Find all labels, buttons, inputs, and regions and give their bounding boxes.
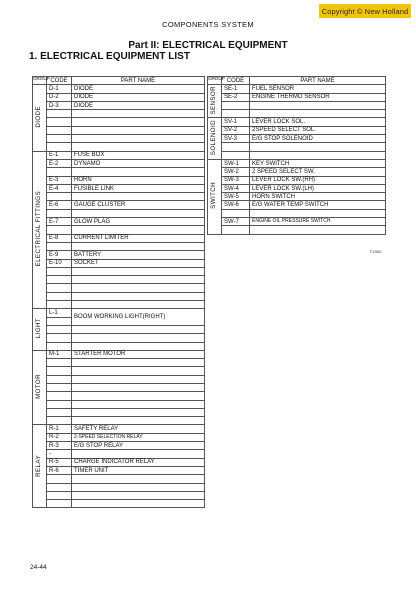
table-row xyxy=(33,408,205,416)
code-cell: R-5 xyxy=(47,458,72,466)
part-name-cell xyxy=(72,491,205,499)
table-row xyxy=(208,176,386,184)
part-name-cell: BATTERY xyxy=(72,251,205,259)
table-row xyxy=(33,118,205,126)
code-cell: E-4 xyxy=(47,184,72,192)
code-cell xyxy=(47,475,72,483)
part-name-cell xyxy=(72,392,205,400)
code-cell: SW-3 xyxy=(222,176,250,184)
table-row xyxy=(33,500,205,508)
code-cell xyxy=(47,209,72,217)
part-name-cell xyxy=(72,334,205,342)
table-row xyxy=(33,168,205,176)
part-name-cell: CHARGE INDICATOR RELAY xyxy=(72,458,205,466)
part-name-cell xyxy=(72,301,205,309)
group-label xyxy=(208,159,222,234)
code-cell: SW-4 xyxy=(222,184,250,192)
table-row xyxy=(208,209,386,217)
code-cell xyxy=(47,491,72,499)
group-label xyxy=(33,309,47,350)
code-cell xyxy=(222,209,250,217)
right-parts-table xyxy=(207,76,386,235)
table-row xyxy=(33,151,205,159)
code-cell xyxy=(222,101,250,109)
code-cell xyxy=(222,110,250,118)
table-row xyxy=(33,466,205,474)
code-cell xyxy=(47,342,72,350)
part-name-cell: 2SPEED SELECT SOL. xyxy=(250,126,386,134)
part-name-cell xyxy=(250,151,386,159)
table-row xyxy=(33,309,205,317)
code-cell: R-3 xyxy=(47,442,72,450)
group-label-text: SWITCH xyxy=(210,182,218,210)
table-row xyxy=(33,110,205,118)
part-name-cell xyxy=(72,209,205,217)
part-name-cell: FUSE BOX xyxy=(72,151,205,159)
table-row xyxy=(33,126,205,134)
header-title: COMPONENTS SYSTEM xyxy=(162,20,254,29)
part-name-cell: E/G WATER TEMP SWITCH xyxy=(250,201,386,209)
group-label xyxy=(208,118,222,159)
table-row xyxy=(33,284,205,292)
group-label xyxy=(208,85,222,118)
table-row xyxy=(33,259,205,267)
code-cell xyxy=(47,292,72,300)
part-name-cell xyxy=(72,359,205,367)
table-row xyxy=(33,159,205,167)
code-cell xyxy=(47,367,72,375)
code-cell: D-1 xyxy=(47,85,72,93)
code-cell xyxy=(47,118,72,126)
code-cell xyxy=(47,126,72,134)
code-cell: SV-3 xyxy=(222,135,250,143)
code-cell xyxy=(47,110,72,118)
table-row xyxy=(33,334,205,342)
part-name-cell: DIODE xyxy=(72,101,205,109)
code-cell: E-1 xyxy=(47,151,72,159)
part-name-cell xyxy=(72,483,205,491)
part-name-cell xyxy=(72,342,205,350)
code-cell xyxy=(47,392,72,400)
part-name-cell xyxy=(72,367,205,375)
code-cell xyxy=(47,408,72,416)
table-row xyxy=(33,367,205,375)
table-row xyxy=(33,267,205,275)
part-name-cell xyxy=(72,143,205,151)
figure-code: F22861 xyxy=(370,250,382,254)
code-cell xyxy=(47,325,72,333)
code-cell: E-8 xyxy=(47,234,72,242)
part-name-cell xyxy=(250,226,386,234)
table-row xyxy=(33,425,205,433)
table-row xyxy=(208,168,386,176)
table-row xyxy=(33,483,205,491)
table-row xyxy=(33,442,205,450)
part-name-cell: DIODE xyxy=(72,85,205,93)
code-cell xyxy=(47,483,72,491)
part-name-cell: LEVER LOCK SW.(LH) xyxy=(250,184,386,192)
part-name-cell xyxy=(72,168,205,176)
table-row xyxy=(33,218,205,226)
part-name-cell xyxy=(72,383,205,391)
table-row xyxy=(33,276,205,284)
code-cell xyxy=(222,151,250,159)
table-row xyxy=(33,226,205,234)
table-row xyxy=(208,193,386,201)
table-row xyxy=(33,491,205,499)
table-row xyxy=(33,85,205,93)
table-row xyxy=(33,383,205,391)
table-row xyxy=(33,101,205,109)
group-label-text: SOLENOID xyxy=(210,120,218,156)
part-name-cell: LEVER LOCK SOL. xyxy=(250,118,386,126)
code-column-header: CODE xyxy=(222,77,250,85)
table-row xyxy=(33,458,205,466)
part-name-cell xyxy=(72,400,205,408)
table-row xyxy=(208,159,386,167)
table-row xyxy=(208,126,386,134)
code-cell xyxy=(47,226,72,234)
table-row xyxy=(33,350,205,358)
part-name-cell xyxy=(72,292,205,300)
code-cell: E-3 xyxy=(47,176,72,184)
part-name-cell: E/G STOP SOLENOID xyxy=(250,135,386,143)
table-row xyxy=(33,292,205,300)
table-row xyxy=(33,251,205,259)
code-cell: SV-2 xyxy=(222,126,250,134)
table-row xyxy=(33,184,205,192)
group-label xyxy=(33,151,47,309)
part-name-cell: CURRENT LIMITER xyxy=(72,234,205,242)
code-cell: E-9 xyxy=(47,251,72,259)
code-cell: SW-2 xyxy=(222,168,250,176)
part-name-cell: ENGINE OIL PRESSURE SWITCH xyxy=(250,218,386,226)
part-name-cell: GAUGE CLUSTER xyxy=(72,201,205,209)
part-name-cell xyxy=(72,284,205,292)
group-label-text: LIGHT xyxy=(35,318,43,339)
code-cell xyxy=(47,400,72,408)
code-cell xyxy=(47,284,72,292)
code-cell: SW-5 xyxy=(222,193,250,201)
part-name-cell: 2 SPEED SELECT SW. xyxy=(250,168,386,176)
code-cell xyxy=(47,375,72,383)
part-name-cell xyxy=(250,110,386,118)
part-name-cell: HORN xyxy=(72,176,205,184)
part-name-cell: SAFETY RELAY xyxy=(72,425,205,433)
code-cell xyxy=(47,276,72,284)
code-column-header: CODE xyxy=(47,77,72,85)
table-row xyxy=(33,400,205,408)
part-name-cell: KEY SWITCH xyxy=(250,159,386,167)
code-cell xyxy=(47,383,72,391)
code-cell: R-2 xyxy=(47,433,72,441)
code-cell: R-1 xyxy=(47,425,72,433)
table-row xyxy=(33,193,205,201)
code-cell: SE-1 xyxy=(222,85,250,93)
table-row xyxy=(208,85,386,93)
table-row xyxy=(33,375,205,383)
part-name-cell xyxy=(72,193,205,201)
part-name-cell: TIMER UNIT xyxy=(72,466,205,474)
part-name-cell xyxy=(72,408,205,416)
code-cell: SE-2 xyxy=(222,93,250,101)
part-name-cell: HORN SWITCH xyxy=(250,193,386,201)
part-title: Part II: ELECTRICAL EQUIPMENT xyxy=(128,40,288,51)
table-row xyxy=(33,433,205,441)
name-column-header: PART NAME xyxy=(250,77,386,85)
code-cell: SV-1 xyxy=(222,118,250,126)
part-name-cell xyxy=(72,267,205,275)
part-name-cell xyxy=(72,126,205,134)
part-name-cell xyxy=(72,226,205,234)
code-cell: E-7 xyxy=(47,218,72,226)
table-row xyxy=(33,234,205,242)
part-name-cell xyxy=(250,101,386,109)
group-label xyxy=(33,85,47,151)
code-cell: E-2 xyxy=(47,159,72,167)
part-name-cell: DYNAMO xyxy=(72,159,205,167)
code-cell xyxy=(47,135,72,143)
table-row xyxy=(33,201,205,209)
code-cell xyxy=(222,143,250,151)
code-cell: - xyxy=(47,450,72,458)
table-row xyxy=(33,450,205,458)
part-name-cell: STARTER MOTOR xyxy=(72,350,205,358)
part-name-cell: SOCKET xyxy=(72,259,205,267)
table-row xyxy=(33,392,205,400)
code-cell: SW-6 xyxy=(222,201,250,209)
table-row xyxy=(208,101,386,109)
table-row xyxy=(33,359,205,367)
table-row xyxy=(33,135,205,143)
code-cell: SW-7 xyxy=(222,218,250,226)
code-cell xyxy=(47,193,72,201)
table-row xyxy=(33,342,205,350)
code-cell xyxy=(47,168,72,176)
part-name-cell: DIODE xyxy=(72,93,205,101)
part-name-cell: ENGINE THERMO SENSOR xyxy=(250,93,386,101)
table-header-row xyxy=(208,77,386,85)
part-name-cell xyxy=(72,118,205,126)
table-row xyxy=(208,118,386,126)
table-row xyxy=(33,143,205,151)
part-name-cell xyxy=(72,276,205,284)
group-label-text: DIODE xyxy=(35,106,43,128)
code-cell xyxy=(47,317,72,325)
table-row xyxy=(33,475,205,483)
group-column-header: GROUP xyxy=(208,77,222,85)
part-name-cell: GLOW PLAG xyxy=(72,218,205,226)
code-cell: E-6 xyxy=(47,201,72,209)
part-name-cell: FUEL SENSOR xyxy=(250,85,386,93)
name-column-header: PART NAME xyxy=(72,77,205,85)
group-column-header: GROUP xyxy=(33,77,47,85)
part-name-cell: FUSIBLE LINK xyxy=(72,184,205,192)
part-name-cell xyxy=(250,143,386,151)
part-name-cell xyxy=(72,450,205,458)
part-name-cell xyxy=(72,500,205,508)
table-row xyxy=(33,417,205,425)
code-cell xyxy=(47,500,72,508)
left-parts-table xyxy=(32,76,205,508)
part-name-cell: 2-SPEED SELECTION RELAY xyxy=(72,433,205,441)
table-row xyxy=(33,176,205,184)
group-label xyxy=(33,350,47,425)
table-header-row xyxy=(33,77,205,85)
table-row xyxy=(208,135,386,143)
code-cell: M-1 xyxy=(47,350,72,358)
part-name-cell xyxy=(72,375,205,383)
table-row xyxy=(208,226,386,234)
table-row xyxy=(33,93,205,101)
table-row xyxy=(208,218,386,226)
code-cell xyxy=(47,301,72,309)
code-cell xyxy=(47,417,72,425)
group-label xyxy=(33,425,47,508)
code-cell xyxy=(47,267,72,275)
part-name-cell xyxy=(72,417,205,425)
table-row xyxy=(33,325,205,333)
part-name-cell: LEVER LOCK SW.(RH) xyxy=(250,176,386,184)
code-cell: SW-1 xyxy=(222,159,250,167)
group-label-text: MOTOR xyxy=(35,374,43,400)
code-cell xyxy=(222,226,250,234)
page-number: 24-44 xyxy=(30,564,47,571)
table-row xyxy=(208,151,386,159)
part-name-cell xyxy=(72,135,205,143)
table-row xyxy=(208,143,386,151)
part-name-cell xyxy=(250,209,386,217)
part-name-cell: E/G STOP RELAY xyxy=(72,442,205,450)
group-label-text: SENSOR xyxy=(210,86,218,115)
table-row xyxy=(33,209,205,217)
code-cell xyxy=(47,334,72,342)
part-name-cell xyxy=(72,242,205,250)
table-row xyxy=(208,184,386,192)
table-row xyxy=(208,201,386,209)
part-name-cell xyxy=(72,475,205,483)
code-cell: L-1 xyxy=(47,309,72,317)
list-title: 1. ELECTRICAL EQUIPMENT LIST xyxy=(29,51,190,62)
code-cell: E-10 xyxy=(47,259,72,267)
table-row xyxy=(33,301,205,309)
code-cell: D-2 xyxy=(47,93,72,101)
code-cell xyxy=(47,242,72,250)
copyright-badge: Copyright © New Holland xyxy=(319,4,411,18)
part-name-cell xyxy=(72,325,205,333)
part-name-cell: BOOM WORKING LIGHT(RIGHT) xyxy=(72,309,205,326)
table-row xyxy=(208,110,386,118)
table-row xyxy=(208,93,386,101)
part-name-cell xyxy=(72,110,205,118)
code-cell: R-6 xyxy=(47,466,72,474)
table-row xyxy=(33,242,205,250)
group-label-text: ELECTRICAL FITTINGS xyxy=(35,191,43,267)
code-cell xyxy=(47,143,72,151)
code-cell xyxy=(47,359,72,367)
group-label-text: RELAY xyxy=(35,454,43,477)
code-cell: D-3 xyxy=(47,101,72,109)
